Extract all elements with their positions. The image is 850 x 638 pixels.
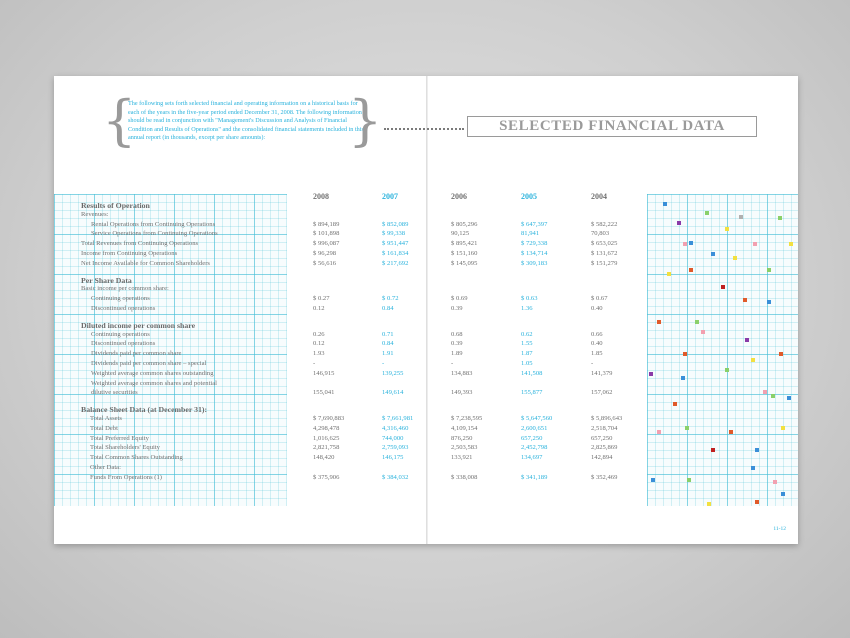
cell-2007: $ 99,338 xyxy=(382,230,406,238)
cell-2005: 1.05 xyxy=(521,360,533,367)
section-heading: Diluted income per common share xyxy=(81,320,196,330)
cell-2005: $ 309,183 xyxy=(521,259,548,267)
row-label: Other Data: xyxy=(90,464,121,471)
cell-2005: $ 0.63 xyxy=(521,295,538,303)
decorative-square xyxy=(787,396,791,400)
cell-2005: 81,941 xyxy=(521,230,540,238)
cell-2005: 141,508 xyxy=(521,369,543,377)
page-number: 11-12 xyxy=(773,526,786,532)
cell-2005: 134,697 xyxy=(521,454,543,462)
row-label: Funds From Operations (1) xyxy=(90,473,162,481)
cell-2008: 146,915 xyxy=(313,369,335,377)
row-label: Total Preferred Equity xyxy=(90,434,149,442)
cell-2004: 657,250 xyxy=(591,434,613,442)
cell-2008: 1.93 xyxy=(313,350,325,358)
cell-2004: 0.66 xyxy=(591,330,603,338)
cell-2006: 0.39 xyxy=(451,305,463,312)
decorative-square xyxy=(667,272,671,276)
row-label: Total Revenues from Continuing Operations xyxy=(81,240,199,248)
cell-2006: 2,503,583 xyxy=(451,444,478,452)
cell-2008: $ 56,616 xyxy=(313,259,337,267)
cell-2007: 1.91 xyxy=(382,350,394,358)
cell-2006: 134,883 xyxy=(451,369,473,377)
cell-2005: $ 647,397 xyxy=(521,220,548,228)
cell-2008: $ 7,690,883 xyxy=(313,415,345,422)
cell-2004: $ 131,672 xyxy=(591,250,618,257)
decorative-square xyxy=(663,202,667,206)
cell-2007: 4,316,460 xyxy=(382,424,409,432)
decorative-square xyxy=(767,300,771,304)
cell-2008: $ 96,298 xyxy=(313,250,337,257)
cell-2006: 90,125 xyxy=(451,230,470,238)
cell-2008: 0.12 xyxy=(313,340,325,348)
year-header-2008: 2008 xyxy=(313,192,329,201)
decorative-square xyxy=(771,394,775,398)
decorative-square xyxy=(729,430,733,434)
cell-2006: 133,921 xyxy=(451,454,473,462)
cell-2006: $ 7,238,595 xyxy=(451,415,483,422)
cell-2006: 876,250 xyxy=(451,434,473,442)
cell-2008: 2,821,758 xyxy=(313,444,340,452)
graph-paper-right xyxy=(647,194,798,506)
dotted-leader xyxy=(384,128,464,130)
cell-2008: $ 996,087 xyxy=(313,240,340,248)
decorative-square xyxy=(763,390,767,394)
cell-2006: $ 151,160 xyxy=(451,250,478,257)
cell-2005: $ 729,338 xyxy=(521,240,548,248)
decorative-square xyxy=(779,352,783,356)
cell-2004: 0.40 xyxy=(591,340,603,348)
cell-2007: $ 161,834 xyxy=(382,250,409,257)
cell-2004: $ 653,025 xyxy=(591,240,618,248)
row-label: Dividends paid per common share – special xyxy=(91,360,207,367)
cell-2005: $ 134,714 xyxy=(521,250,548,257)
row-label: Total Shareholders' Equity xyxy=(90,444,160,452)
decorative-square xyxy=(657,320,661,324)
decorative-square xyxy=(707,502,711,506)
section-heading: Balance Sheet Data (at December 31): xyxy=(81,405,208,415)
decorative-square xyxy=(773,480,777,484)
cell-2007: - xyxy=(382,360,385,367)
cell-2006: $ 338,008 xyxy=(451,473,478,481)
cell-2006: 4,109,154 xyxy=(451,424,478,432)
decorative-square xyxy=(755,500,759,504)
decorative-square xyxy=(689,241,693,245)
cell-2005: 1.55 xyxy=(521,340,533,348)
cell-2007: $ 0.72 xyxy=(382,295,399,303)
cell-2005: 2,452,798 xyxy=(521,444,548,452)
decorative-square xyxy=(687,478,691,482)
cell-2007: $ 384,032 xyxy=(382,473,409,481)
cell-2004: 70,803 xyxy=(591,230,610,238)
row-label: Rental Operations from Continuing Operations xyxy=(91,220,216,228)
page-title: SELECTED FINANCIAL DATA xyxy=(467,116,757,137)
decorative-square xyxy=(683,242,687,246)
cell-2008: 4,298,478 xyxy=(313,424,340,432)
left-curly-brace: { xyxy=(102,89,137,152)
cell-2007: 744,000 xyxy=(382,434,404,442)
cell-2004: $ 151,279 xyxy=(591,259,618,267)
cell-2008: $ 894,189 xyxy=(313,220,340,228)
decorative-square xyxy=(781,426,785,430)
cell-2005: 657,250 xyxy=(521,434,543,442)
cell-2005: $ 5,647,560 xyxy=(521,415,553,422)
decorative-square xyxy=(705,211,709,215)
decorative-square xyxy=(725,227,729,231)
cell-2008: $ 0.27 xyxy=(313,295,330,303)
decorative-square xyxy=(689,268,693,272)
cell-2008: 155,041 xyxy=(313,389,335,397)
annual-report-spread xyxy=(54,76,798,544)
cell-2005: $ 341,189 xyxy=(521,473,548,481)
decorative-square xyxy=(677,221,681,225)
cell-2008: 1,016,625 xyxy=(313,434,340,442)
row-label: Revenues: xyxy=(81,210,109,218)
cell-2008: 148,420 xyxy=(313,454,335,462)
cell-2007: 2,759,093 xyxy=(382,444,409,452)
cell-2004: 2,825,869 xyxy=(591,444,618,452)
decorative-square xyxy=(657,430,661,434)
cell-2005: 1.36 xyxy=(521,305,533,312)
cell-2004: 141,379 xyxy=(591,369,613,377)
cell-2006: $ 145,095 xyxy=(451,259,478,267)
row-label: Total Assets xyxy=(90,415,122,422)
year-header-2006: 2006 xyxy=(451,192,467,201)
cell-2004: 142,894 xyxy=(591,454,613,462)
cell-2004: $ 5,896,643 xyxy=(591,415,623,422)
decorative-square xyxy=(721,285,725,289)
cell-2006: $ 805,296 xyxy=(451,220,478,228)
cell-2005: 155,877 xyxy=(521,389,543,397)
decorative-square xyxy=(711,252,715,256)
decorative-square xyxy=(753,242,757,246)
cell-2004: 1.85 xyxy=(591,350,603,358)
row-label: Dividends paid per common share xyxy=(91,350,182,358)
cell-2007: 0.84 xyxy=(382,305,394,312)
decorative-square xyxy=(733,256,737,260)
cell-2007: 0.71 xyxy=(382,330,394,338)
right-curly-brace: } xyxy=(348,89,383,152)
decorative-square xyxy=(739,215,743,219)
decorative-square xyxy=(751,466,755,470)
row-label: Discontinued operations xyxy=(91,305,156,312)
cell-2007: 149,614 xyxy=(382,389,404,397)
decorative-square xyxy=(701,330,705,334)
decorative-square xyxy=(651,478,655,482)
cell-2004: 0.40 xyxy=(591,305,603,312)
decorative-square xyxy=(743,298,747,302)
cell-2004: $ 352,469 xyxy=(591,473,618,481)
section-heading: Per Share Data xyxy=(81,275,132,285)
cell-2004: 2,518,704 xyxy=(591,424,618,432)
decorative-square xyxy=(725,368,729,372)
row-label: Continuing operations xyxy=(91,295,150,303)
decorative-square xyxy=(685,426,689,430)
cell-2004: 157,062 xyxy=(591,389,613,397)
cell-2008: 0.26 xyxy=(313,330,325,338)
cell-2007: 146,175 xyxy=(382,454,404,462)
cell-2007: 0.84 xyxy=(382,340,394,348)
decorative-square xyxy=(683,352,687,356)
cell-2007: 139,255 xyxy=(382,369,404,377)
cell-2006: 0.68 xyxy=(451,330,463,338)
intro-paragraph: The following sets forth selected financial and operating information on a historical basis for each of the years in the five-year period ended December 31, 2008. The following information should be read in conjunction with "Management's Discussion and Analysis of Financial Condition and Results of Operations" and the consolidated financial statements included in this annual report (in thousands, except per share amounts): xyxy=(128,100,364,142)
decorative-square xyxy=(711,448,715,452)
row-label: Income from Continuing Operations xyxy=(81,250,178,257)
cell-2007: $ 852,089 xyxy=(382,220,409,228)
decorative-square xyxy=(781,492,785,496)
decorative-square xyxy=(681,376,685,380)
cell-2006: 149,393 xyxy=(451,389,473,397)
decorative-square xyxy=(767,268,771,272)
decorative-square xyxy=(778,216,782,220)
cell-2005: 0.62 xyxy=(521,330,533,338)
cell-2004: $ 582,222 xyxy=(591,220,618,228)
cell-2004: $ 0.67 xyxy=(591,295,608,303)
cell-2007: $ 951,447 xyxy=(382,240,409,248)
row-label: dilutive securities xyxy=(91,389,138,397)
cell-2008: 0.12 xyxy=(313,305,325,312)
decorative-square xyxy=(745,338,749,342)
cell-2007: $ 7,661,981 xyxy=(382,415,414,422)
year-header-2005: 2005 xyxy=(521,192,537,201)
cell-2006: 0.39 xyxy=(451,340,463,348)
decorative-square xyxy=(673,402,677,406)
cell-2008: - xyxy=(313,360,316,367)
cell-2008: $ 101,898 xyxy=(313,230,340,238)
row-label: Net Income Available for Common Shareholders xyxy=(81,259,210,267)
section-heading: Results of Operation xyxy=(81,201,150,210)
cell-2006: $ 895,421 xyxy=(451,240,478,248)
cell-2004: - xyxy=(591,360,594,367)
cell-2008: $ 375,906 xyxy=(313,473,340,481)
year-header-2007: 2007 xyxy=(382,192,398,201)
row-label: Weighted average common shares and potential xyxy=(91,379,217,387)
row-label: Total Debt xyxy=(90,424,118,432)
cell-2006: 1.89 xyxy=(451,350,463,358)
cell-2005: 1.87 xyxy=(521,350,533,358)
cell-2006: - xyxy=(451,360,454,367)
row-label: Service Operations from Continuing Operations xyxy=(91,230,218,238)
cell-2005: 2,600,651 xyxy=(521,424,548,432)
row-label: Continuing operations xyxy=(91,330,150,338)
decorative-square xyxy=(751,358,755,362)
decorative-square xyxy=(789,242,793,246)
row-label: Discontinued operations xyxy=(91,340,156,348)
row-label: Total Common Shares Outstanding xyxy=(90,454,183,462)
page-gutter xyxy=(426,76,428,544)
row-label: Weighted average common shares outstanding xyxy=(91,369,214,377)
cell-2006: $ 0.69 xyxy=(451,295,468,303)
decorative-square xyxy=(649,372,653,376)
year-header-2004: 2004 xyxy=(591,192,607,201)
decorative-square xyxy=(695,320,699,324)
decorative-square xyxy=(755,448,759,452)
cell-2007: $ 217,692 xyxy=(382,259,409,267)
row-label: Basic income per common share: xyxy=(81,285,169,293)
